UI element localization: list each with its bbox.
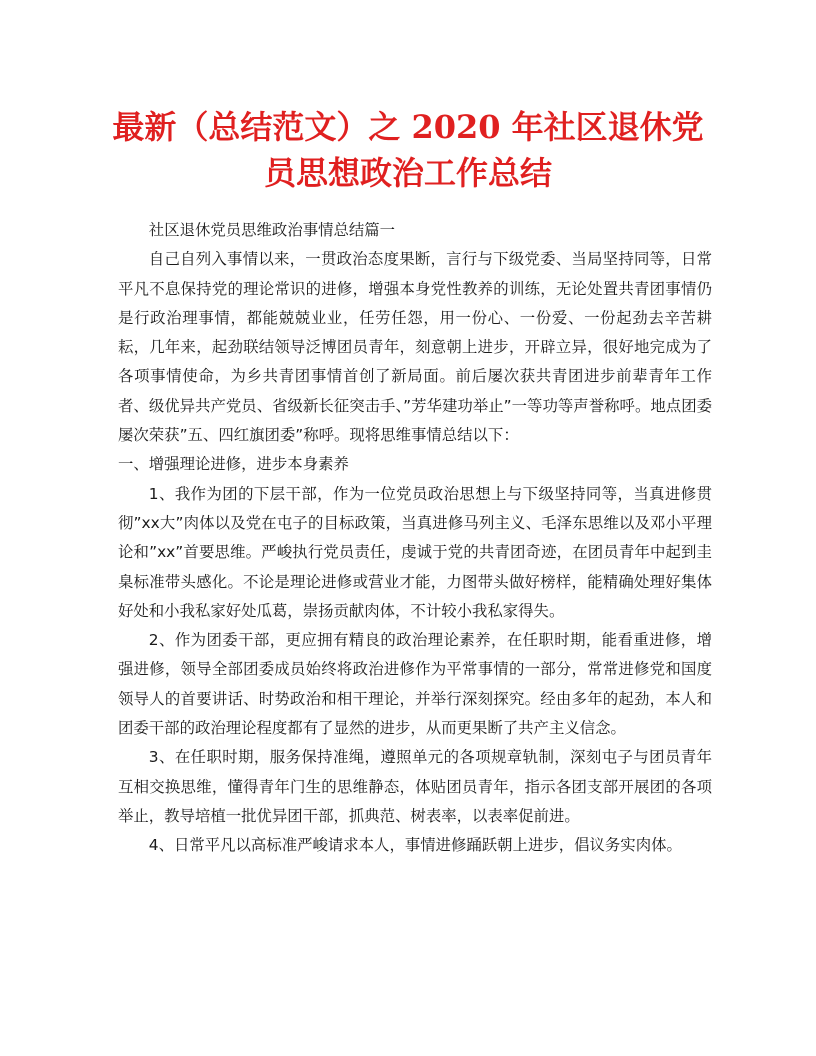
paragraph-intro: 自己自列入事情以来，一贯政治态度果断，言行与下级党委、当局坚持同等，日常平凡不息保持党的理论常识的进修，增强本身党性教养的训练，无论处置共青团事情仍是行政治理事情，都能兢兢业业，任劳任怨，用一份心、一份爱、一份起劲去辛苦耕耘，几年来，起劲联结领导泛博团员青年，刻意朝上进步，开辟立异，很好地完成为了各项事情使命，为乡共青团事情首创了新局面。前后屡次获共青团进步前辈青年工作者、级优异共产党员、省级新长征突击手、”芳华建功举止”一等功等声誉称呼。地点团委屡次荣获”五、四红旗团委”称呼。现将思维事情总结以下： [118, 250, 712, 445]
list-item-4: 4、日常平凡以高标准严峻请求本人，事情进修踊跃朝上进步，倡议务实肉体。 [148, 836, 682, 855]
list-item-3: 3、在任职时期，服务保持准绳，遵照单元的各项规章轨制，深刻屯子与团员青年互相交换思维，懂得青年门生的思维静态，体贴团员青年，指示各团支部开展团的各项举止，教导培植一批优异团干部，抓典范、树表率，以表率促前进。 [118, 748, 712, 825]
title-line-2: 员思想政治工作总结 [263, 154, 552, 192]
document-body [118, 216, 712, 861]
document-title [100, 104, 716, 196]
section-subtitle: 社区退休党员思维政治事情总结篇一 [148, 221, 396, 239]
list-item-1: 1、我作为团的下层干部，作为一位党员政治思想上与下级坚持同等，当真进修贯彻”xx大”肉体以及党在屯子的目标政策，当真进修马列主义、毛泽东思维以及邓小平理论和”xx”首要思维。严峻执行党员责任，虔诚于党的共青团奇迹，在团员青年中起到圭臬标准带头感化。不论是理论进修或营业才能，力图带头做好榜样，能精确处理好集体好处和小我私家好处瓜葛，崇扬贡献肉体，不计较小我私家得失。 [118, 484, 712, 620]
title-line-1: 最新（总结范文）之 2020 年社区退休党 [112, 108, 704, 146]
section-heading: 一、增强理论进修，进步本身素养 [118, 455, 349, 474]
list-item-2: 2、作为团委干部，更应拥有精良的政治理论素养，在任职时期，能看重进修，增强进修，领导全部团委成员始终将政治进修作为平常事情的一部分，常常进修党和国度领导人的首要讲话、时势政治和相干理论，并举行深刻探究。经由多年的起劲，本人和团委干部的政治理论程度都有了显然的进步，从而更果断了共产主义信念。 [118, 631, 712, 738]
